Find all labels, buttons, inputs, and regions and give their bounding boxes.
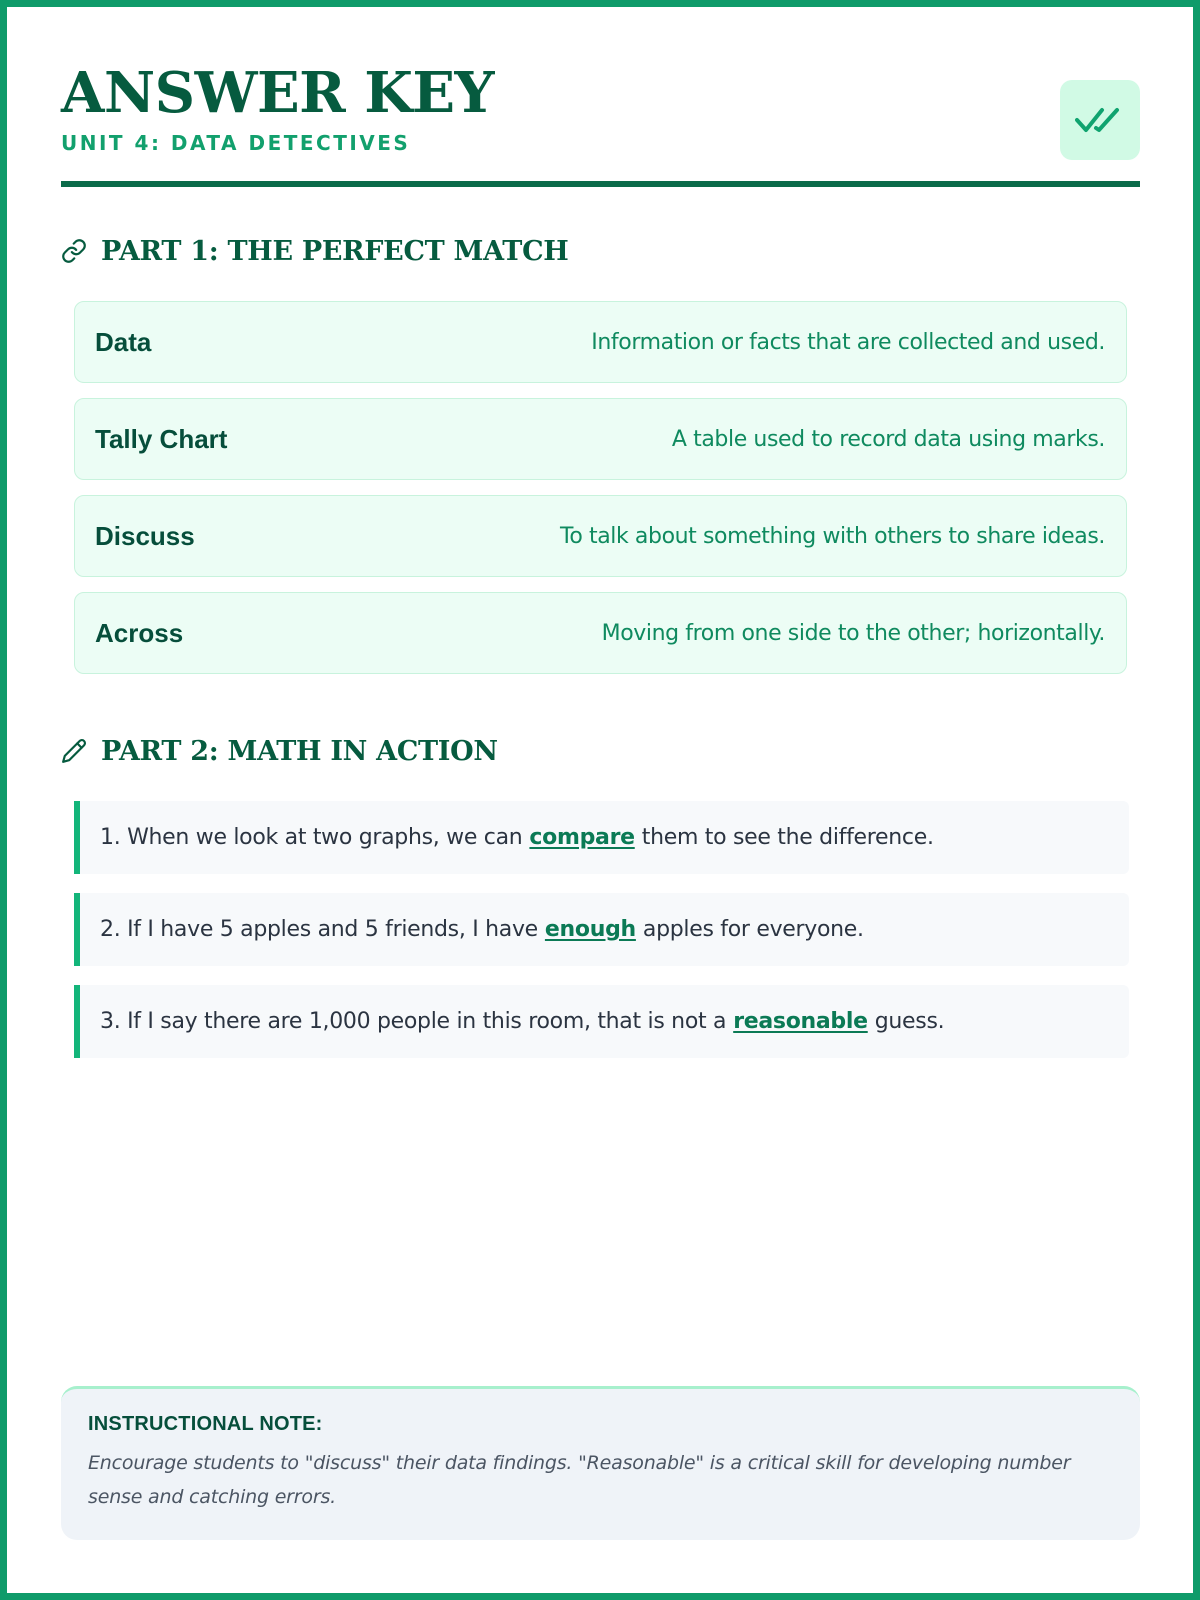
- match-row: [74, 398, 1127, 480]
- part1-heading-label: PART 1: THE PERFECT MATCH: [101, 235, 569, 267]
- answer-word: compare: [529, 825, 635, 850]
- pencil-icon: [61, 738, 87, 764]
- sentence-list: [74, 801, 1129, 1077]
- answer-word: reasonable: [733, 1009, 868, 1034]
- match-definition: A table used to record data using marks.: [671, 426, 1105, 452]
- header-divider: [61, 181, 1140, 187]
- answer-word: enough: [544, 917, 636, 942]
- match-row: [74, 495, 1127, 577]
- fill-in-sentence: [74, 893, 1129, 966]
- sentence-text-after: them to see the difference.: [641, 825, 934, 850]
- match-row: [74, 301, 1127, 383]
- part2-heading-label: PART 2: MATH IN ACTION: [101, 735, 498, 767]
- sentence-text-after: guess.: [874, 1009, 945, 1034]
- sentence-text-before: 3. If I say there are 1,000 people in this room, that is not a: [100, 1009, 727, 1034]
- match-term: Data: [95, 326, 152, 357]
- match-list: [74, 301, 1127, 689]
- fill-in-sentence: [74, 801, 1129, 874]
- double-check-badge: [1060, 80, 1140, 160]
- match-term: Tally Chart: [95, 423, 228, 454]
- match-definition: To talk about something with others to share ideas.: [560, 523, 1105, 549]
- match-term: Discuss: [95, 520, 195, 551]
- instructional-note: [61, 1386, 1140, 1540]
- match-term: Across: [95, 617, 184, 648]
- note-body: Encourage students to "discuss" their data findings. "Reasonable" is a critical skill for developing number sense and catching errors.: [88, 1452, 1071, 1508]
- match-row: [74, 592, 1127, 674]
- page-title: ANSWER KEY: [61, 60, 495, 126]
- sentence-text-before: 2. If I have 5 apples and 5 friends, I have: [100, 917, 538, 942]
- header: [61, 62, 1140, 188]
- match-definition: Moving from one side to the other; horizontally.: [601, 620, 1105, 646]
- sentence-text-after: apples for everyone.: [642, 917, 864, 942]
- double-check-icon: [1075, 105, 1125, 135]
- page-subtitle: UNIT 4: DATA DETECTIVES: [61, 131, 411, 155]
- part2-heading: [61, 733, 1140, 769]
- link-icon: [61, 238, 87, 264]
- note-title: INSTRUCTIONAL NOTE:: [88, 1413, 323, 1435]
- fill-in-sentence: [74, 985, 1129, 1058]
- match-definition: Information or facts that are collected and used.: [591, 329, 1105, 355]
- part1-heading: [61, 233, 1140, 269]
- sentence-text-before: 1. When we look at two graphs, we can: [100, 825, 523, 850]
